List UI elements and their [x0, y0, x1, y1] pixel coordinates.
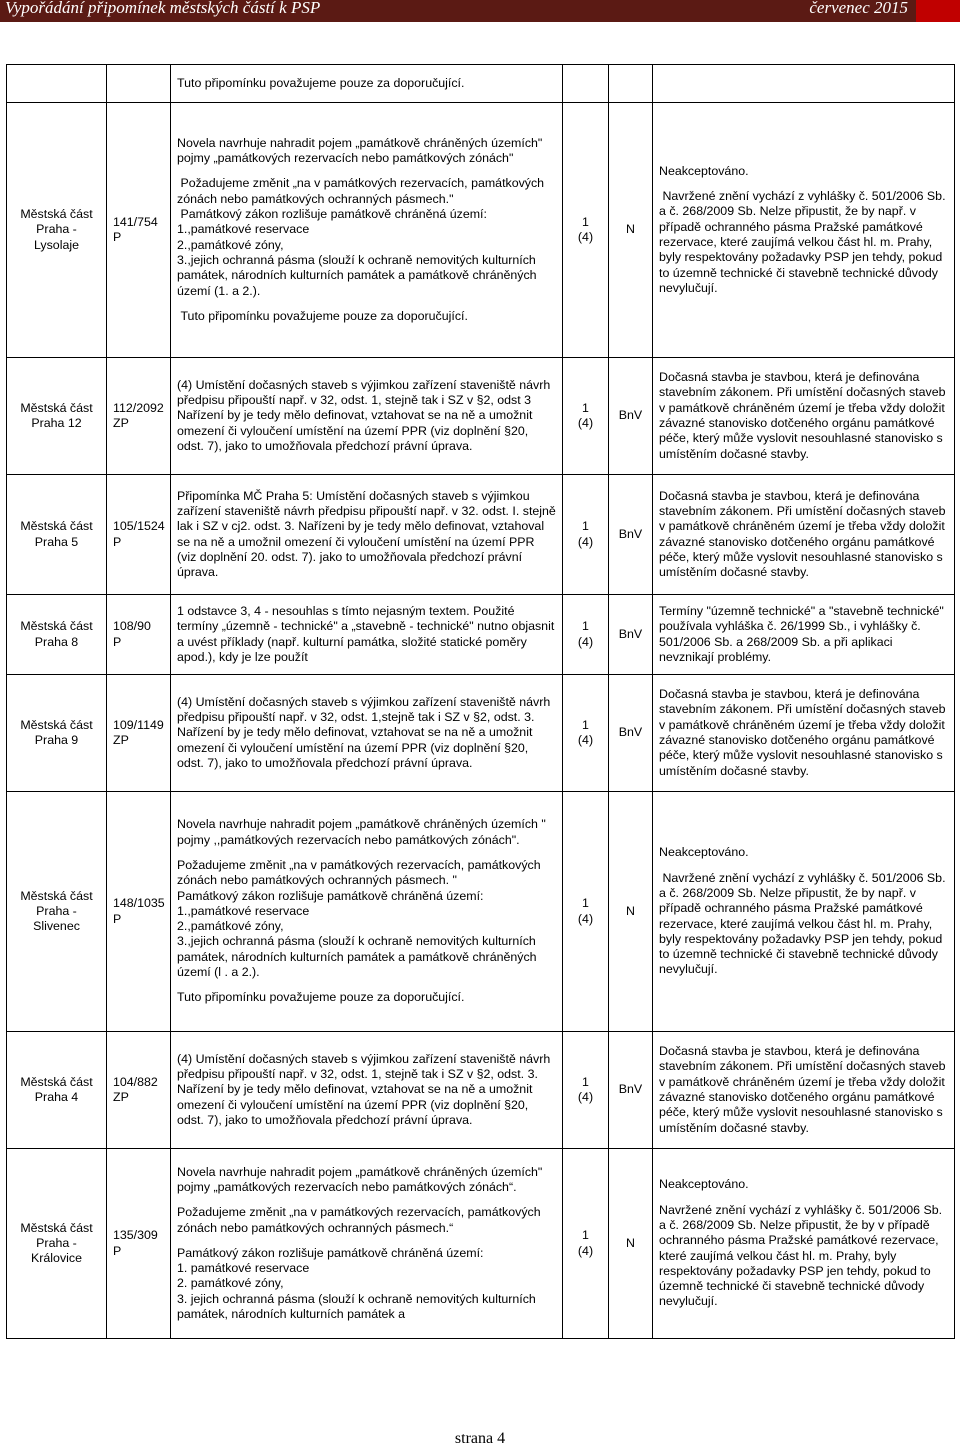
comment-text-cell: [171, 358, 563, 475]
comment-text-cell-line: Tuto připomínku považujeme pouze za doporučující.: [177, 990, 465, 1005]
reference-cell-line: 148/1035: [113, 896, 165, 911]
priority-cell: [563, 358, 609, 475]
resolution-cell-line: Dočasná stavba je stavbou, která je definována stavebním zákonem. Při umístění dočasných staveb v památkově chráněném území je třeba vždy doložit závazné stanovisko dotčeného orgánu památkové péče, který může vyslovit nesouhlasné stanovisko s umístěním dočasné stavby.: [659, 370, 949, 461]
comment-text-cell: [171, 595, 563, 675]
priority-cell-line: 1: [582, 1228, 589, 1243]
status-cell: [609, 1149, 653, 1339]
reference-cell: [107, 595, 171, 675]
comment-text-cell-line: Novela navrhuje nahradit pojem „památkově chráněných územích " pojmy ,,památkových rezervacích nebo památkových zónách".: [177, 817, 550, 847]
table-row: [7, 358, 955, 475]
comment-text-cell-line: Tuto připomínku považujeme pouze za doporučující.: [177, 308, 468, 323]
resolution-cell-line: Neakceptováno.: [659, 163, 749, 178]
resolution-cell-line: Dočasná stavba je stavbou, která je definována stavebním zákonem. Při umístění dočasných staveb v památkově chráněném území je třeba vždy doložit závazné stanovisko dotčeného orgánu památkové péče, který může vyslovit nesouhlasné stanovisko s umístěním dočasné stavby.: [659, 1044, 949, 1135]
comment-text-cell-line: Požadujeme změnit „na v památkových rezervacích, památkových zónách nebo památkových ochranných pásmech.": [177, 176, 548, 206]
resolution-cell-line: Neakceptováno.: [659, 1177, 749, 1192]
party-cell: [7, 1149, 107, 1339]
party-cell-line: Městská část: [20, 1074, 93, 1089]
paragraph-gap: [177, 166, 556, 176]
reference-cell-line: ZP: [113, 1090, 129, 1104]
comment-text-cell: [171, 103, 563, 358]
reference-cell: [107, 65, 171, 103]
comment-text-cell-line: (4) Umístění dočasných staveb s výjimkou zařízení staveniště návrh předpisu připouští např. v 32, odst. 1, stejně tak i SZ v §2, odst 3 Nařízení by je tedy mělo definovat, vztahovat se na ně a umožnit omezení či vyloučení umístění na území PPR (viz doplnění §20, odst. 7), jako to umožňovala předchozí právní úprava.: [177, 377, 554, 453]
status-code: N: [626, 903, 635, 918]
priority-cell-line: 1: [582, 619, 589, 634]
party-cell: [7, 595, 107, 675]
status-code: N: [626, 1235, 635, 1250]
priority-cell: [563, 475, 609, 595]
status-code: N: [626, 222, 635, 237]
comment-text-cell-line: Novela navrhuje nahradit pojem „památkově chráněných územích" pojmy „památkových rezervacích nebo památkových zónách": [177, 135, 546, 166]
resolution-cell: [653, 65, 955, 103]
party-cell-line: Praha -: [36, 1235, 77, 1250]
party-cell-line: Praha 5: [34, 534, 79, 549]
reference-cell-line: ZP: [113, 733, 129, 747]
party-cell-line: Praha 4: [34, 1090, 79, 1104]
party-cell-line: Lysolaje: [33, 237, 79, 252]
paragraph-gap: [177, 1195, 556, 1205]
resolution-cell-line: Termíny "územně technické" a "stavebně technické" používala vyhláška č. 26/1999 Sb., i vyhlášky č. 501/2006 Sb. a 268/2009 Sb. a při aplikaci nevznikají problémy.: [659, 603, 948, 664]
status-cell: [609, 103, 653, 358]
priority-cell-line: 1: [582, 400, 589, 415]
status-code: BnV: [618, 725, 643, 740]
priority-cell-line: 1: [582, 519, 589, 534]
resolution-cell: [653, 675, 955, 792]
status-cell: [609, 65, 653, 103]
party-cell-line: Praha -: [36, 903, 77, 918]
party-cell: [7, 103, 107, 358]
status-code: BnV: [618, 626, 643, 641]
reference-cell-line: 112/2092: [113, 400, 164, 415]
party-cell: [7, 792, 107, 1032]
priority-cell-line: 1: [582, 717, 589, 732]
resolution-cell: [653, 595, 955, 675]
table-row: [7, 675, 955, 792]
resolution-cell-line: Navržené znění vychází z vyhlášky č. 501/2006 Sb. a č. 268/2009 Sb. Nelze připustit, že by např. v případě ochranného pásma Pražské památkové rezervace, které zaujímá velkou část hl. m. Prahy, byly respektovány požadavky PSP jen tehdy, pokud to územně technické či stavebně technické důvody nevylučují.: [659, 189, 949, 295]
paragraph-gap: [659, 861, 948, 871]
resolution-cell: [653, 103, 955, 358]
comment-text-cell: [171, 65, 563, 103]
status-code: BnV: [618, 1082, 643, 1097]
priority-cell-line: (4): [577, 911, 594, 926]
comment-text-cell: [171, 475, 563, 595]
paragraph-gap: [177, 299, 556, 309]
status-cell: [609, 358, 653, 475]
party-cell-line: Praha -: [36, 222, 77, 237]
comment-text-cell-line: Požadujeme změnit „na v památkových rezervacích, památkových zónách nebo památkových ochranných pásmech. ": [177, 857, 545, 888]
resolution-cell: [653, 358, 955, 475]
comment-text-cell-line: Požadujeme změnit „na v památkových rezervacích, památkových zónách nebo památkových ochranných pásmech.“: [177, 1205, 545, 1235]
priority-cell-line: (4): [577, 416, 594, 430]
status-cell: [609, 475, 653, 595]
party-cell: [7, 1032, 107, 1149]
page-header: [0, 0, 960, 22]
comment-text-cell-line: 2. památkové zóny,: [177, 1276, 284, 1291]
party-cell: [7, 358, 107, 475]
resolution-cell-line: Dočasná stavba je stavbou, která je definována stavebním zákonem. Při umístění dočasných staveb v památkově chráněném území je třeba vždy doložit závazné stanovisko dotčeného orgánu památkové péče, který může vyslovit nesouhlasné stanovisko s umístěním dočasné stavby.: [659, 687, 949, 778]
table-row: [7, 792, 955, 1032]
comment-text-cell-line: 2.,památkové zóny,: [177, 919, 284, 934]
comment-text-cell-line: 1.,památkové reservace: [177, 903, 310, 918]
party-cell-line: Městská část: [20, 717, 93, 732]
resolution-cell-line: Navržené znění vychází z vyhlášky č. 501/2006 Sb. a č. 268/2009 Sb. Nelze připustit, že by např. v případě ochranného pásma Pražské památkové rezervace, které zaujímá velkou část hl. m. Prahy, byly respektovány požadavky PSP jen tehdy, pokud to územně technické či stavebně technické důvody nevylučují.: [659, 870, 949, 977]
reference-cell-line: 135/309: [113, 1228, 158, 1243]
priority-cell: [563, 103, 609, 358]
resolution-cell: [653, 475, 955, 595]
comment-text-cell-line: Památkový zákon rozlišuje památkově chráněná území:: [177, 1245, 484, 1260]
party-cell-line: Městská část: [20, 888, 93, 903]
comment-text-cell-line: Památkový zákon rozlišuje památkově chráněná území:: [177, 888, 484, 903]
party-cell-line: Městská část: [20, 400, 93, 415]
reference-cell-line: ZP: [113, 416, 129, 430]
priority-cell-line: (4): [577, 534, 594, 549]
priority-cell-line: (4): [577, 230, 594, 244]
table-row: [7, 103, 955, 358]
status-cell: [609, 792, 653, 1032]
comment-text-cell: [171, 792, 563, 1032]
paragraph-gap: [177, 1236, 556, 1246]
reference-cell-line: 109/1149: [113, 717, 164, 732]
comment-text-cell-line: Novela navrhuje nahradit pojem „památkově chráněných územích" pojmy „památkových rezervacích nebo památkových zónách“.: [177, 1164, 546, 1194]
priority-cell: [563, 65, 609, 103]
comment-text-cell-line: 3.,jejich ochranná pásma (slouží k ochraně nemovitých kulturních památek, národních kulturních památek a památkově chráněných území (1. a 2.).: [177, 252, 540, 298]
reference-cell: [107, 792, 171, 1032]
party-cell: [7, 675, 107, 792]
comment-text-cell: [171, 675, 563, 792]
comment-text-cell-line: Památkový zákon rozlišuje památkově chráněná území:: [177, 207, 487, 222]
reference-cell-line: 104/882: [113, 1074, 158, 1089]
priority-cell-line: (4): [577, 1243, 594, 1258]
resolution-cell-line: Dočasná stavba je stavbou, která je definována stavebním zákonem. Při umístění dočasných staveb v památkově chráněném území je třeba vždy doložit závazné stanovisko dotčeného orgánu památkové péče, který může vyslovit nesouhlasné stanovisko s umístěním dočasné stavby.: [659, 488, 949, 580]
reference-cell: [107, 358, 171, 475]
table-row: [7, 1032, 955, 1149]
party-cell-line: Praha 12: [31, 416, 82, 430]
comment-text-cell-line: 3.,jejich ochranná pásma (slouží k ochraně nemovitých kulturních památek, národních kulturních památek a památkově chráněných území (l . a 2.).: [177, 934, 540, 980]
reference-cell: [107, 675, 171, 792]
resolution-cell-line: Neakceptováno.: [659, 845, 749, 860]
priority-cell-line: (4): [577, 1090, 594, 1104]
status-cell: [609, 1032, 653, 1149]
comment-text-cell-line: Připomínka MČ Praha 5: Umístění dočasných staveb s výjimkou zařízení staveniště návrh předpisu připouští např. v 32. odst. I. stejně lak i SZ v cj2. odst. 3. Nařízeni by je tedy mělo definovat, vztahoval se na ně a umožnil omezení či vyloučení umístění na území PPR (viz doplnění 20. odst. 7). jako to umožňovala předchozí právní úprava.: [177, 488, 560, 580]
priority-cell-line: (4): [577, 733, 594, 747]
resolution-cell: [653, 1032, 955, 1149]
status-cell: [609, 595, 653, 675]
status-code: BnV: [618, 408, 643, 423]
document-title: Vypořádání připomínek městských částí k PSP: [5, 0, 321, 17]
resolution-cell: [653, 792, 955, 1032]
reference-cell: [107, 1149, 171, 1339]
reference-cell-line: 105/1524: [113, 519, 165, 534]
comment-text-cell-line: (4) Umístění dočasných staveb s výjimkou zařízení staveniště návrh předpisu připouští např. v 32, odst. 1, stejně tak i SZ v §2, odst. 3. Nařízení by je tedy mělo definovat, vztahovat se na ně a umožnit omezení či vyloučení umístění na území PPR (viz doplnění §20, odst. 7), jako to umožňovala předchozí právní úprava.: [177, 1051, 554, 1127]
party-cell-line: Městská část: [20, 619, 93, 634]
status-cell: [609, 675, 653, 792]
priority-cell-line: 1: [582, 896, 589, 911]
page-number: strana 4: [454, 1430, 506, 1447]
reference-cell-line: P: [113, 230, 122, 244]
reference-cell-line: 108/90: [113, 619, 151, 634]
table-row: [7, 65, 955, 103]
comment-text-cell-line: Tuto připomínku považujeme pouze za doporučující.: [177, 75, 465, 90]
party-cell-line: Praha 9: [34, 733, 79, 747]
party-cell-line: Praha 8: [34, 634, 79, 649]
priority-cell-line: (4): [577, 634, 594, 649]
party-cell: [7, 475, 107, 595]
reference-cell: [107, 103, 171, 358]
paragraph-gap: [177, 848, 556, 858]
table-row: [7, 1149, 955, 1339]
priority-cell: [563, 675, 609, 792]
reference-cell-line: P: [113, 1243, 122, 1258]
comment-text-cell-line: 1.,památkové reservace: [177, 222, 310, 237]
reference-cell-line: P: [113, 634, 122, 649]
comments-table: [6, 64, 955, 1339]
comment-text-cell: [171, 1032, 563, 1149]
reference-cell-line: P: [113, 534, 122, 549]
paragraph-gap: [659, 1193, 948, 1203]
party-cell-line: Městská část: [20, 519, 93, 534]
comment-text-cell-line: 1. památkové reservace: [177, 1261, 310, 1276]
party-cell-line: Královice: [31, 1251, 82, 1266]
comment-text-cell-line: (4) Umístění dočasných staveb s výjimkou zařízení staveniště návrh předpisu připouští např. v 32, odst. 1,stejně tak i SZ v §2, odst. 3. Nařízení by je tedy mělo definovat, vztahovat se na ně a umožnit omezení či vyloučení umístění na území PPR (viz doplnění §20, odst. 7), jako to umožňovala předchozí právní úprava.: [177, 694, 554, 770]
status-code: BnV: [618, 526, 643, 541]
party-cell-line: Městská část: [20, 1220, 93, 1235]
party-cell-line: Městská část: [20, 207, 93, 222]
party-cell-line: Slivenec: [33, 919, 80, 934]
comment-text-cell-line: 1 odstavce 3, 4 - nesouhlas s tímto nejasným textem. Použité termíny „územně - technické" a „stavebně - technické" nutno objasnit a uvést příklady (např. kulturní památka, složité statické poměry apod.), kdy je lze použít: [177, 603, 558, 664]
party-cell: [7, 65, 107, 103]
paragraph-gap: [177, 980, 556, 990]
priority-cell: [563, 595, 609, 675]
table-row: [7, 595, 955, 675]
comment-text-cell-line: 3. jejich ochranná pásma (slouží k ochraně nemovitých kulturních památek, národních kulturních památek a: [177, 1291, 540, 1322]
reference-cell-line: 141/754: [113, 214, 158, 229]
priority-cell: [563, 1032, 609, 1149]
table-row: [7, 475, 955, 595]
comment-text-cell: [171, 1149, 563, 1339]
reference-cell: [107, 475, 171, 595]
reference-cell-line: P: [113, 911, 122, 926]
priority-cell: [563, 792, 609, 1032]
paragraph-gap: [659, 179, 948, 189]
priority-cell-line: 1: [582, 1074, 589, 1089]
resolution-cell-line: Navržené znění vychází z vyhlášky č. 501/2006 Sb. a č. 268/2009 Sb. Nelze připustit, že by v případě ochranného pásma Pražské památkové rezervace, které zaujímá velkou část hl. m. Prahy, byly respektovány požadavky PSP jen tehdy, pokud to územně technické či stavebně technické důvody nevylučují.: [659, 1202, 946, 1309]
priority-cell-line: 1: [582, 214, 589, 229]
resolution-cell: [653, 1149, 955, 1339]
priority-cell: [563, 1149, 609, 1339]
document-date: červenec 2015: [809, 0, 908, 17]
header-accent: [916, 0, 960, 22]
reference-cell: [107, 1032, 171, 1149]
comment-text-cell-line: 2.,památkové zóny,: [177, 237, 284, 252]
